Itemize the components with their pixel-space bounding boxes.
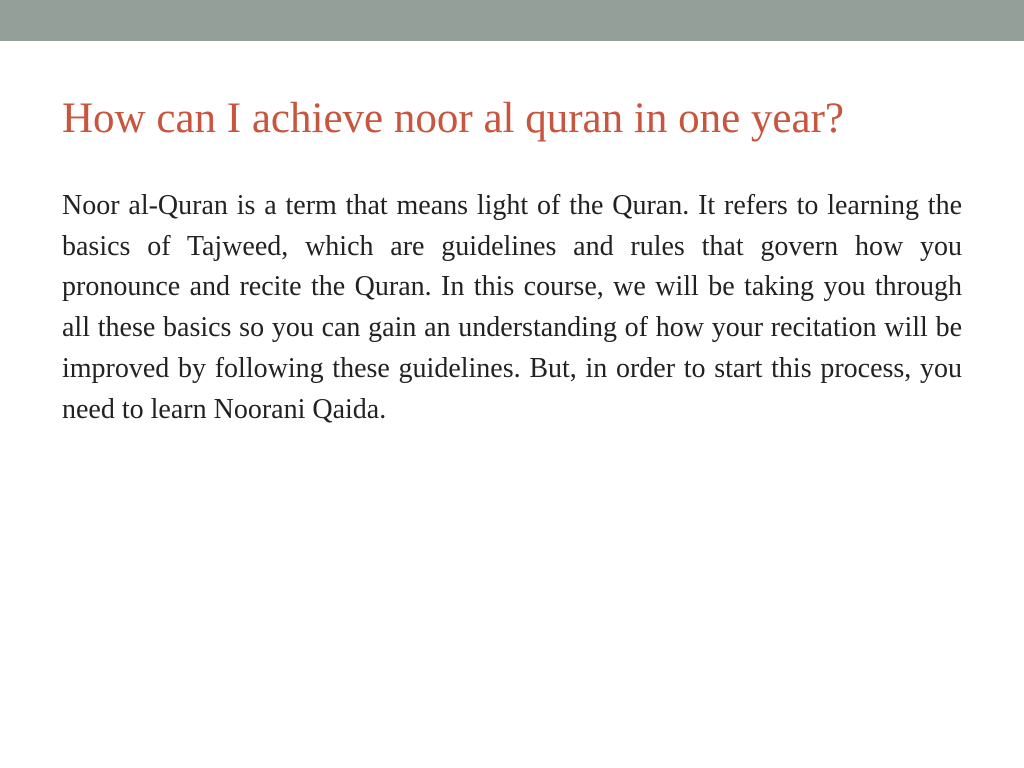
top-accent-bar: [0, 0, 1024, 41]
slide-title: How can I achieve noor al quran in one year?: [62, 95, 844, 142]
slide-body-text: Noor al-Quran is a term that means light of the Quran. It refers to learning the basics of Tajweed, which are guidelines and rules that govern how you pronounce and recite the Quran. In this course, we will be taking you through all these basics so you can gain an understanding of how your recitation will be improved by following these guidelines. But, in order to start this process, you need to learn Noorani Qaida.: [62, 190, 962, 425]
